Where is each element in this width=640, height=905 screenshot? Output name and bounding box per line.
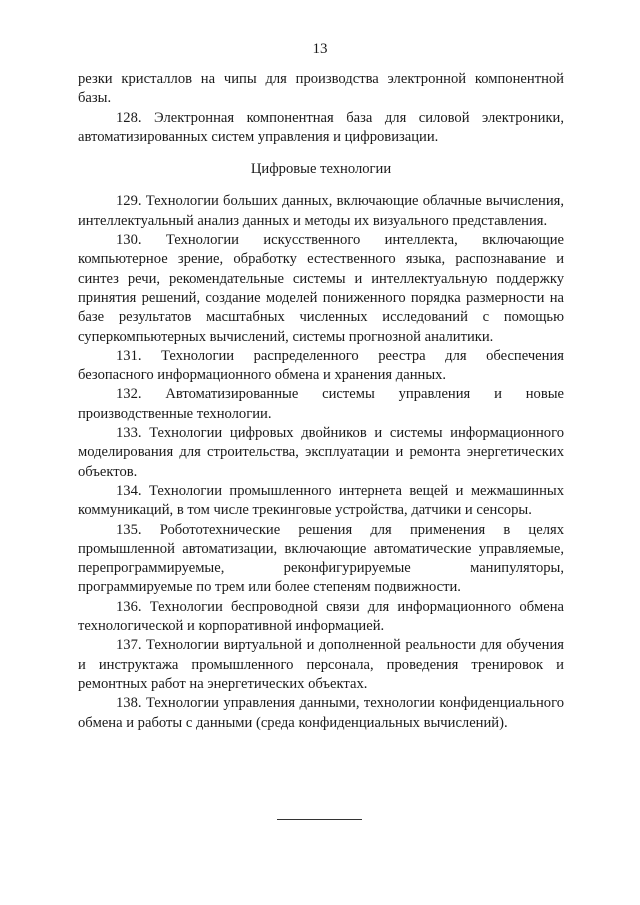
item-137: 137. Технологии виртуальной и дополненной реальности для обучения и инструктажа промышленного персонала, проведения тренировок и ремонтных работ на энергетических объектах. xyxy=(78,637,564,692)
item-132: 132. Автоматизированные системы управления и новые производственные технологии. xyxy=(78,386,564,422)
item-129: 129. Технологии больших данных, включающие облачные вычисления, интеллектуальный анализ данных и методы их визуального представления. xyxy=(78,193,564,229)
item-131: 131. Технологии распределенного реестра для обеспечения безопасного информационного обмена и хранения данных. xyxy=(78,347,564,384)
closing-divider xyxy=(277,819,362,820)
item-136: 136. Технологии беспроводной связи для информационного обмена технологической и корпоративной информацией. xyxy=(78,598,564,635)
item-128: 128. Электронная компонентная база для силовой электроники, автоматизированных систем управления и цифровизации. xyxy=(78,109,564,145)
continuation-paragraph: резки кристаллов на чипы для производства электронной компонентной базы. xyxy=(78,71,564,107)
item-134: 134. Технологии промышленного интернета вещей и межмашинных коммуникаций, в том числе трекинговые устройства, датчики и сенсоры. xyxy=(78,482,564,519)
item-135: 135. Робототехнические решения для применения в целях промышленной автоматизации, включающие автоматические управляемые, перепрограммируемые, реконфигурируемые манипуляторы, программируемые по трем или более степеням подвижности. xyxy=(78,521,564,596)
item-138: 138. Технологии управления данными, технологии конфиденциального обмена и работы с данными (среда конфиденциальных вычислений). xyxy=(78,695,564,731)
item-130: 130. Технологии искусственного интеллекта, включающие компьютерное зрение, обработку естественного языка, распознавание и синтез речи, рекомендательные системы и интеллектуальную поддержку принятия решений, создание моделей пониженного порядка размерности на базе результатов масштабных численных исследований с помощью суперкомпьютерных вычислений, системы прогнозной аналитики. xyxy=(78,232,564,345)
section-heading: Цифровые технологии xyxy=(250,161,392,178)
page-number: 13 xyxy=(312,41,328,57)
item-133: 133. Технологии цифровых двойников и системы информационного моделирования для строительства, эксплуатации и ремонта энергетических объектов. xyxy=(78,425,564,480)
document-body xyxy=(78,70,564,733)
